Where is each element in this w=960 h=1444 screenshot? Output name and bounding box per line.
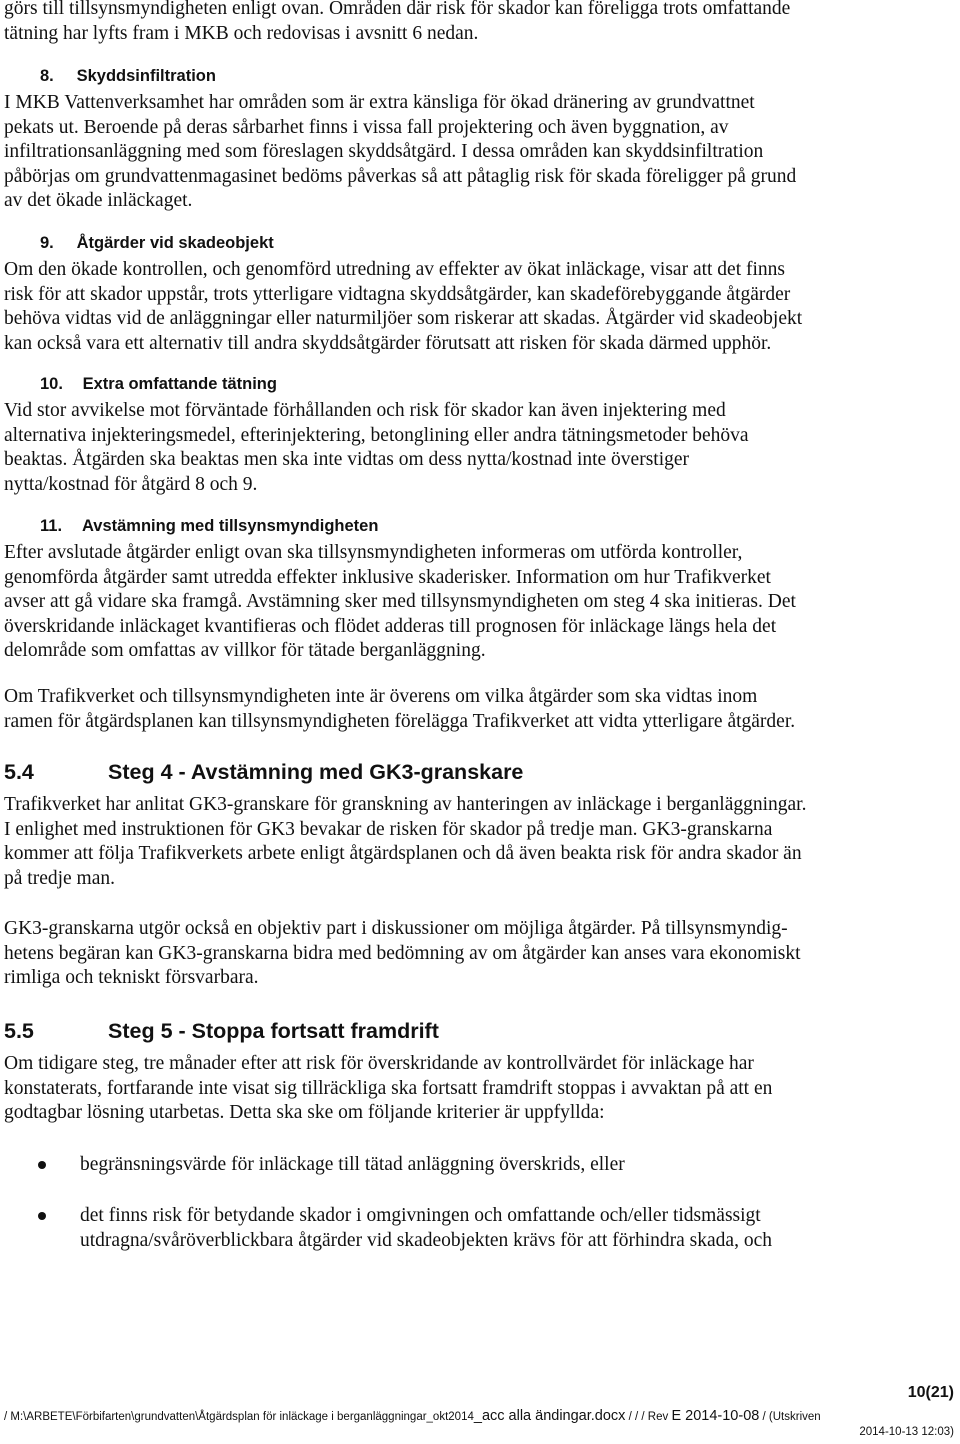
text-line: Om Trafikverket och tillsynsmyndigheten inte är överens om vilka åtgärder som ska vidtas inom — [4, 686, 758, 707]
heading-section-10 — [4, 374, 277, 394]
section-number: 5.5 — [4, 1019, 34, 1043]
text-line: tätning har lyfts fram i MKB och redovisas i avsnitt 6 nedan. — [4, 22, 479, 44]
text-line: begränsningsvärde för inläckage till tätad anläggning överskrids, eller — [80, 1154, 625, 1175]
footer-revision: E 2014-10-08 — [671, 1408, 760, 1424]
heading-section-11 — [4, 516, 378, 536]
bullet-item — [80, 1204, 956, 1253]
section-11-paragraph-2 — [4, 685, 956, 734]
footer-rev-suffix: / (Utskriven — [759, 1411, 821, 1423]
text-line: konstaterats, fortfarande inte visat sig tillräckliga ska fortsatt framdrift stoppas i avvaktan på att en — [4, 1077, 773, 1099]
heading-section-9 — [4, 233, 274, 253]
text-line: nytta/kostnad för åtgärd 8 och 9. — [4, 473, 258, 495]
text-line: Trafikverket har anlitat GK3-granskare för granskning av hanteringen av inläckage i berganläggningar. — [4, 794, 807, 815]
text-line: Vid stor avvikelse mot förväntade förhållanden och risk för skador kan även injektering med — [4, 400, 726, 421]
footer-rev-prefix: / / / Rev — [625, 1411, 672, 1423]
section-title: Steg 5 - Stoppa fortsatt framdrift — [108, 1019, 439, 1043]
text-line: på tredje man. — [4, 867, 115, 889]
text-line: utdragna/svåröverblickbara åtgärder vid skadeobjekten krävs för att förhindra skada, och — [80, 1229, 772, 1251]
section-9-body — [4, 258, 956, 356]
section-5-4-paragraph-2 — [4, 917, 956, 991]
text-line: rimliga och tekniskt försvarbara. — [4, 967, 259, 988]
text-line: beaktas. Åtgärden ska beaktas men ska inte vidtas om dess nytta/kostnad inte överstiger — [4, 449, 690, 470]
text-line: I enlighet med instruktionen för GK3 bevakar de risken för skador på tredje man. GK3-granskarna — [4, 818, 773, 840]
intro-paragraph — [4, 0, 956, 46]
section-title: Extra omfattande tätning — [82, 375, 277, 393]
section-number: 9. — [40, 234, 54, 252]
text-line: av det ökade inläckaget. — [4, 190, 193, 211]
text-line: genomförda åtgärder samt utredda effekter inklusive skaderisker. Information om hur Trafikverket — [4, 566, 771, 588]
section-10-body — [4, 399, 956, 497]
page-number: 10(21) — [907, 1384, 954, 1401]
text-line: GK3-granskarna utgör också en objektiv part i diskussioner om möjliga åtgärder. På tillsynsmyndig- — [4, 918, 788, 939]
section-11-paragraph-1 — [4, 541, 956, 664]
text-line: infiltrationsanläggning med som föreslagen skyddsåtgärd. I dessa områden kan skyddsinfiltration — [4, 141, 764, 162]
section-number: 11. — [40, 517, 63, 535]
text-line: Efter avslutade åtgärder enligt ovan ska tillsynsmyndigheten informeras om utförda kontroller, — [4, 542, 743, 563]
text-line: påbörjas om grundvattenmagasinet bedöms påverkas så att påtaglig risk för skada föreligger på grund — [4, 165, 797, 187]
section-title: Avstämning med tillsynsmyndigheten — [81, 517, 379, 535]
text-line: I MKB Vattenverksamhet har områden som är extra känsliga för ökad dränering av grundvattnet — [4, 92, 755, 113]
bullet-icon — [38, 1161, 48, 1171]
text-line: pekats ut. Beroende på deras sårbarhet finns i vissa fall projektering och även byggnation, av — [4, 116, 729, 138]
footer-file-path — [4, 1408, 821, 1424]
text-line: Om tidigare steg, tre månader efter att risk för överskridande av kontrollvärdet för inläckage har — [4, 1053, 754, 1074]
text-line: görs till tillsynsmyndigheten enligt ovan. Områden där risk för skador kan föreligga trots omfattande — [4, 0, 791, 19]
section-5-5-body — [4, 1052, 956, 1126]
text-line: kommer att följa Trafikverkets arbete enligt åtgärdsplanen och då även beakta risk för andra skador än — [4, 843, 802, 864]
bullet-icon — [38, 1212, 48, 1222]
heading-section-5-4 — [4, 759, 523, 785]
text-line: avser att gå vidare ska framgå. Avstämning sker med tillsynsmyndigheten om steg 4 ska initieras. Det — [4, 591, 796, 612]
text-line: alternativa injekteringsmedel, efterinjektering, betonglining eller andra tätningsmetoder behöva — [4, 424, 749, 446]
section-8-body — [4, 91, 956, 214]
text-line: överskridande inläckaget kvantifieras och flödet adderas till prognosen för inläckage längs hela det — [4, 615, 777, 637]
footer-filename-text: _acc alla ändingar.docx — [473, 1408, 626, 1424]
section-number: 5.4 — [4, 760, 34, 784]
footer-print-date: 2014-10-13 12:03) — [859, 1426, 954, 1438]
section-title: Åtgärder vid skadeobjekt — [76, 234, 274, 252]
text-line: kan också vara ett alternativ till andra skyddsåtgärder förutsatt att risken för skada därmed upphör. — [4, 332, 772, 354]
heading-section-8 — [4, 66, 216, 86]
heading-section-5-5 — [4, 1018, 439, 1044]
text-line: risk för att skador uppstår, trots ytterligare vidtagna skyddsåtgärder, kan skadeförebyggande åtgärder — [4, 283, 791, 305]
section-5-4-paragraph-1 — [4, 793, 956, 891]
bullet-item — [80, 1153, 956, 1178]
text-line: behöva vidtas vid de anläggningar eller naturmiljöer som riskerar att skadas. Åtgärder vid skadeobjekt — [4, 308, 803, 329]
text-line: Om den ökade kontrollen, och genomförd utredning av effekter av ökat inläckage, visar att det finns — [4, 259, 786, 280]
text-line: hetens begäran kan GK3-granskarna bidra med bedömning av om åtgärder kan anses vara ekonomiskt — [4, 942, 801, 964]
text-line: delområde som omfattas av villkor för tätade berganläggning. — [4, 640, 486, 661]
section-number: 8. — [40, 67, 54, 85]
footer-path-text: / M:\ARBETE\Förbifarten\grundvatten\Åtgärdsplan för inläckage i berganläggningar_okt2014 — [4, 1411, 474, 1423]
section-title: Skyddsinfiltration — [76, 67, 216, 85]
section-title: Steg 4 - Avstämning med GK3-granskare — [108, 760, 524, 784]
section-number: 10. — [40, 375, 63, 393]
text-line: godtagbar lösning utarbetas. Detta ska ske om följande kriterier är uppfyllda: — [4, 1102, 605, 1123]
text-line: det finns risk för betydande skador i omgivningen och omfattande och/eller tidsmässigt — [80, 1205, 761, 1226]
text-line: ramen för åtgärdsplanen kan tillsynsmyndigheten förelägga Trafikverket att vidta ytterligare åtgärder. — [4, 710, 796, 732]
